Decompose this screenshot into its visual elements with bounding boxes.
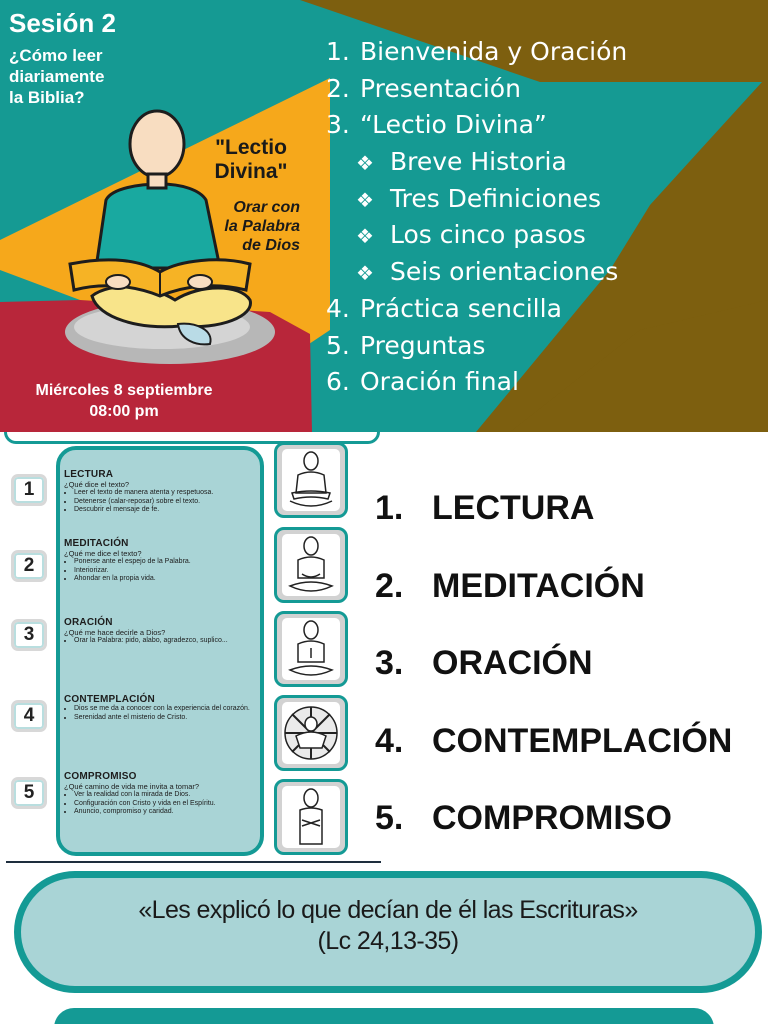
step-heading: LECTURA xyxy=(64,469,114,480)
diamond-bullet-icon: ❖ xyxy=(356,261,374,286)
step-number-badge: 2 xyxy=(11,550,47,582)
slide-scripture-quote xyxy=(0,864,768,1024)
agenda-list xyxy=(326,34,627,401)
slide-five-steps xyxy=(0,432,768,864)
scripture-quote xyxy=(21,895,755,957)
step-bullets: • Dios se me da a conocer con la experiencia del corazón. • Serenidad ante el misterio de Cristo. xyxy=(64,705,254,722)
agenda-item: 1. Bienvenida y Oración xyxy=(326,37,628,66)
next-banner-edge xyxy=(54,1008,714,1024)
step-number-badge: 1 xyxy=(11,474,47,506)
step-question: ¿Qué me hace decirle a Dios? xyxy=(64,628,166,637)
step-heading: COMPROMISO xyxy=(64,771,137,782)
step-list-item: 2. MEDITACIÓN xyxy=(375,566,645,605)
agenda-subitem: ❖ Tres Definiciones xyxy=(326,181,627,218)
step-heading: ORACIÓN xyxy=(64,617,113,628)
step-description xyxy=(64,469,254,515)
agenda-subitem: ❖ Breve Historia xyxy=(326,144,627,181)
session-subtitle: ¿Cómo leer diariamente la Biblia? xyxy=(9,46,105,107)
step-bullets: • Ver la realidad con la mirada de Dios. • Configuración con Cristo y vida en el Espíritu. • Anuncio, compromiso y caridad. xyxy=(64,791,254,817)
agenda-item: 5. Preguntas xyxy=(326,330,486,360)
diamond-bullet-icon: ❖ xyxy=(356,224,374,249)
step-number-badge: 5 xyxy=(11,777,47,809)
lectio-divina-label: "Lectio Divina" xyxy=(214,136,288,183)
step-list-item: 4. CONTEMPLACIÓN xyxy=(375,721,733,760)
step-list-item: 1. LECTURA xyxy=(375,489,595,527)
session-title: Sesión 2 xyxy=(9,8,116,38)
agenda-item: 6. Oración final xyxy=(326,367,519,397)
standing-figure-icon xyxy=(274,779,348,855)
five-steps-list xyxy=(375,483,732,864)
step-description xyxy=(64,538,254,584)
step-question: ¿Qué dice el texto? xyxy=(64,480,130,489)
quote-line: «Les explicó lo que decían de él las Escrituras» xyxy=(138,896,638,924)
step-description xyxy=(64,694,254,722)
quote-banner xyxy=(14,871,762,993)
praying-figure-icon xyxy=(274,611,348,687)
agenda-subitem: ❖ Los cinco pasos xyxy=(326,217,627,254)
divider-line xyxy=(6,861,381,863)
quote-reference: (Lc 24,13-35) xyxy=(317,927,459,955)
step-number-badge: 3 xyxy=(11,619,47,651)
step-description xyxy=(64,617,254,646)
step-description xyxy=(64,771,254,817)
step-question: ¿Qué me dice el texto? xyxy=(64,549,142,558)
contemplating-figure-icon xyxy=(274,695,348,771)
meditating-figure-icon xyxy=(274,527,348,603)
session-date-time: Miércoles 8 septiembre 08:00 pm xyxy=(35,382,213,420)
step-number-badge: 4 xyxy=(11,700,47,732)
step-heading: MEDITACIÓN xyxy=(64,538,129,549)
step-question: ¿Qué camino de vida me invita a tomar? xyxy=(64,782,200,791)
agenda-subitem: ❖ Seis orientaciones xyxy=(326,254,627,291)
agenda-item: 2. Presentación xyxy=(326,73,521,103)
step-bullets: • Ponerse ante el espejo de la Palabra. • Interiorizar. • Ahondar en la propia vida. xyxy=(64,558,254,584)
step-list-item: 5. COMPROMISO xyxy=(375,799,672,837)
slide-session-2 xyxy=(0,0,768,432)
orar-con-la-palabra-label: Orar con la Palabra de Dios xyxy=(224,199,300,254)
step-heading: CONTEMPLACIÓN xyxy=(64,694,155,705)
agenda-item: 4. Práctica sencilla xyxy=(326,293,562,323)
step-bullets: • Orar la Palabra: pido, alabo, agradezco, suplico... xyxy=(64,637,254,646)
reading-figure-icon xyxy=(274,442,348,518)
diamond-bullet-icon: ❖ xyxy=(356,151,374,176)
step-bullets: • Leer el texto de manera atenta y respetuosa. • Detenerse (calar-reposar) sobre el texto. • Descubrir el mensaje de fe. xyxy=(64,489,254,515)
agenda-item: 3. “Lectio Divina” xyxy=(326,110,547,140)
step-list-item: 3. ORACIÓN xyxy=(375,644,593,682)
diamond-bullet-icon: ❖ xyxy=(356,187,374,212)
